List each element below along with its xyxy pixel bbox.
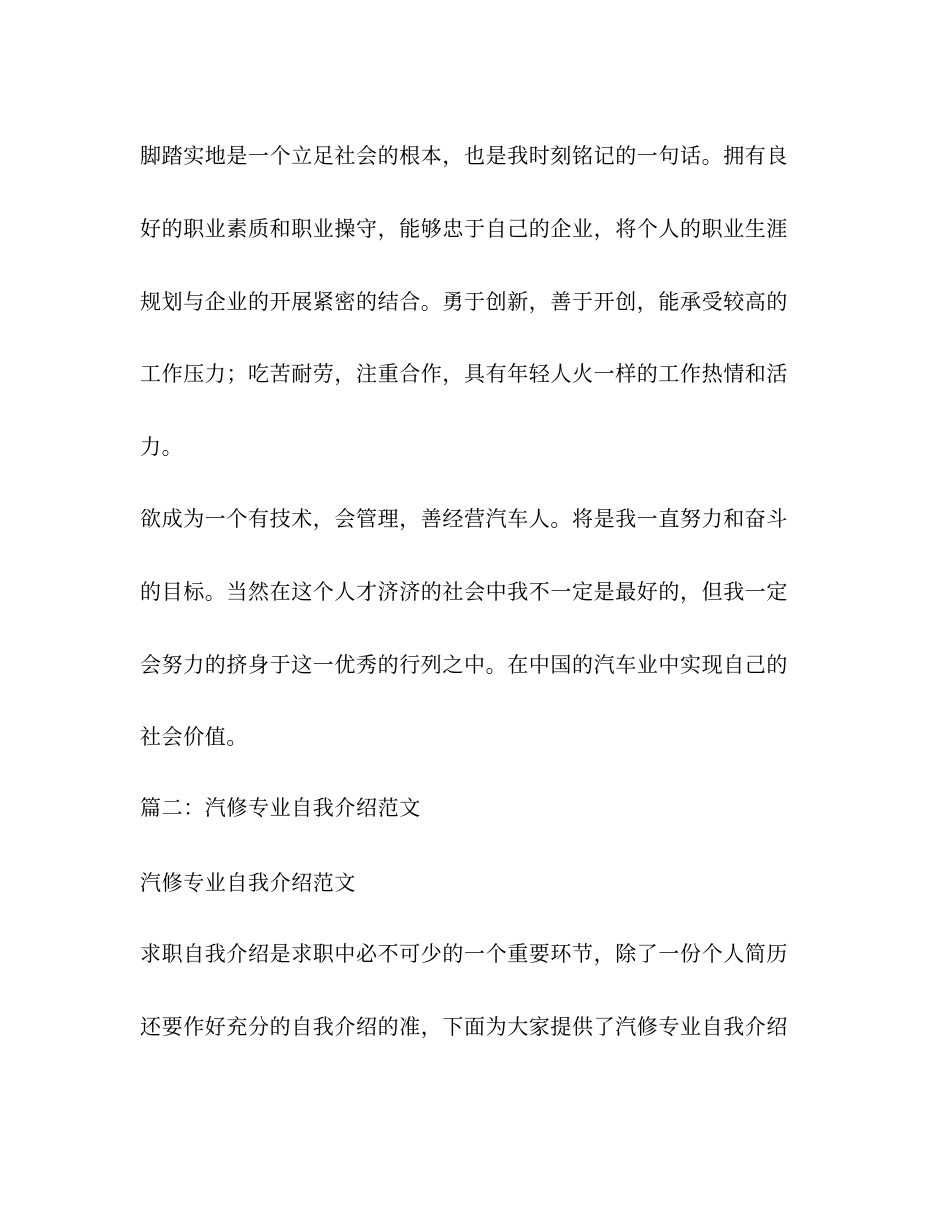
paragraph-line: 力。	[140, 435, 184, 459]
paragraph-line: 欲成为一个有技术，会管理，善经营汽车人。将是我一直努力和奋斗	[140, 507, 788, 531]
paragraph-line: 还要作好充分的自我介绍的准，下面为大家提供了汽修专业自我介绍	[140, 1015, 788, 1039]
paragraph-line: 会努力的挤身于这一优秀的行列之中。在中国的汽车业中实现自己的	[140, 653, 788, 677]
paragraph-line: 的目标。当然在这个人才济济的社会中我不一定是最好的，但我一定	[140, 580, 788, 604]
paragraph-line: 好的职业素质和职业操守，能够忠于自己的企业，将个人的职业生涯	[140, 217, 788, 241]
paragraph-line: 社会价值。	[140, 725, 248, 749]
paragraph-line: 工作压力；吃苦耐劳，注重合作，具有年轻人火一样的工作热情和活	[140, 362, 788, 386]
paragraph-line: 求职自我介绍是求职中必不可少的一个重要环节，除了一份个人简历	[140, 942, 788, 966]
paragraph-line: 脚踏实地是一个立足社会的根本，也是我时刻铭记的一句话。拥有良	[140, 144, 788, 168]
section-heading: 篇二：汽修专业自我介绍范文	[140, 796, 421, 820]
section-title: 汽修专业自我介绍范文	[140, 871, 356, 895]
paragraph-line: 规划与企业的开展紧密的结合。勇于创新，善于开创，能承受较高的	[140, 290, 788, 314]
